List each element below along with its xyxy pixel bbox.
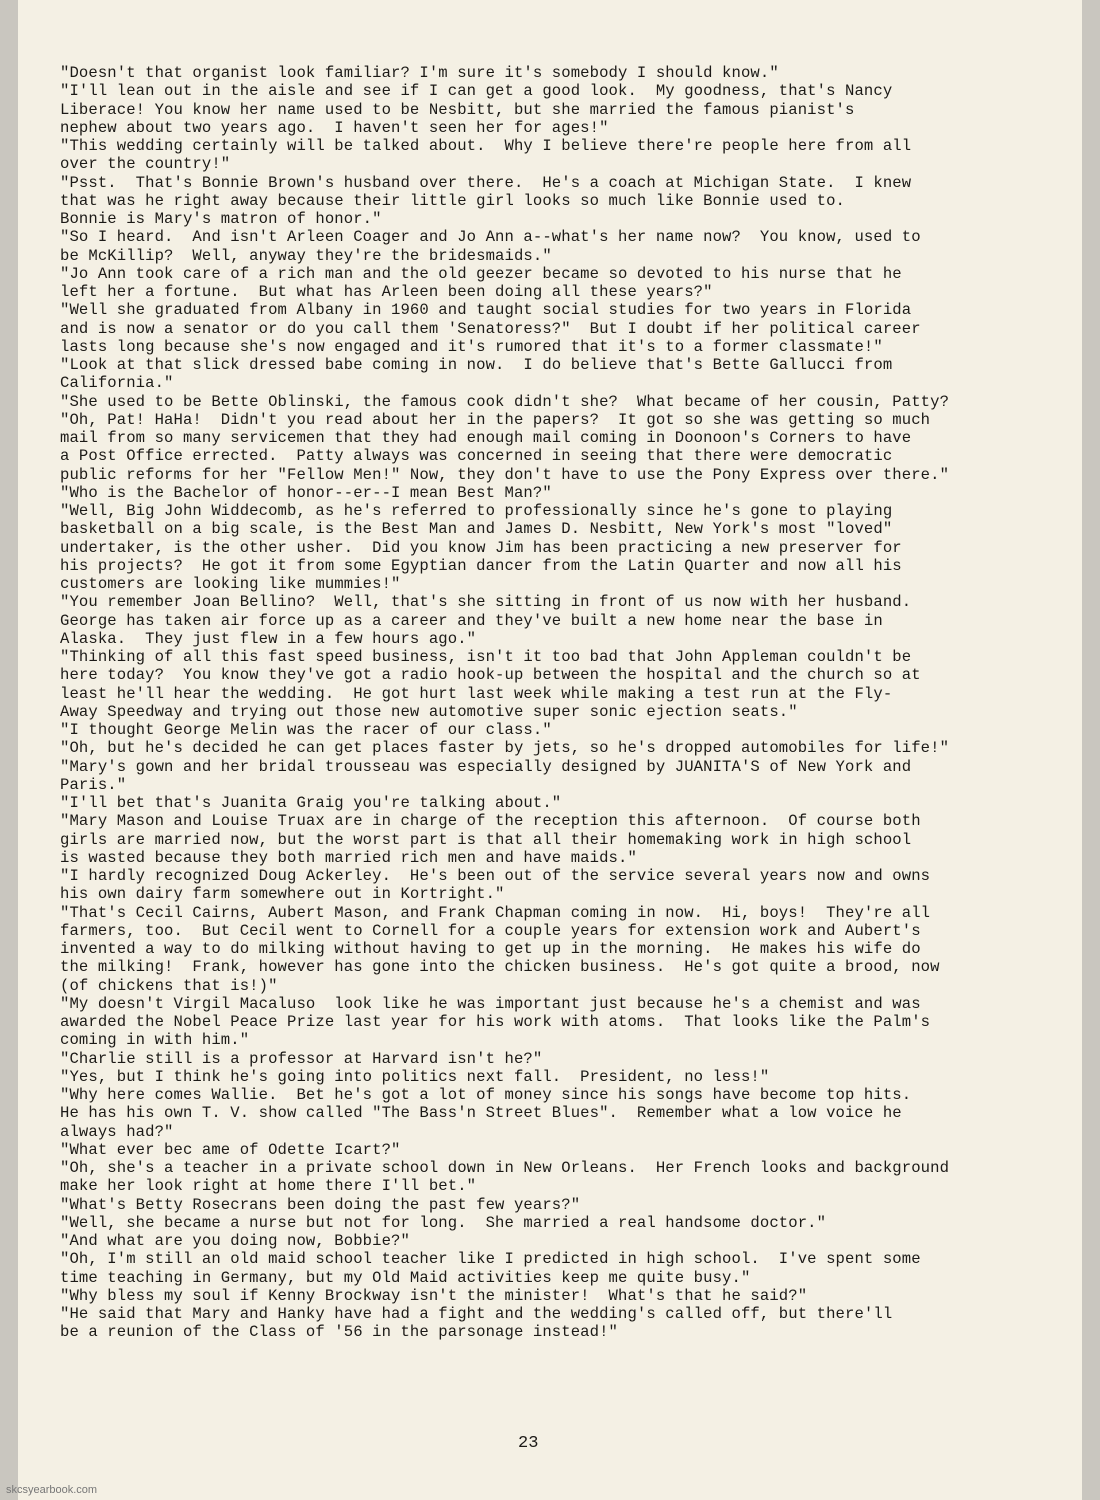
- text-line: (of chickens that is!)": [60, 976, 278, 995]
- text-line: "Oh, Pat! HaHa! Didn't you read about her in the papers? It got so she was getting so much: [60, 410, 931, 429]
- text-line: girls are married now, but the worst part is that all their homemaking work in high school: [60, 830, 912, 849]
- text-line: "Thinking of all this fast speed business, isn't it too bad that John Appleman couldn't be: [60, 648, 912, 666]
- text-line: over the country!": [60, 155, 231, 174]
- text-line: "Mary Mason and Louise Truax are in charge of the reception this afternoon. Of course both: [60, 812, 921, 831]
- text-line: Paris.": [60, 775, 127, 794]
- page-number: 23: [518, 1434, 539, 1453]
- text-line: and is now a senator or do you call them 'Senatoress?" But I doubt if her political career: [60, 319, 921, 338]
- text-line: "You remember Joan Bellino? Well, that's she sitting in front of us now with her husband.: [60, 593, 912, 612]
- text-line: "My doesn't Virgil Macaluso look like he was important just because he's a chemist and was: [60, 994, 921, 1013]
- text-line: "I hardly recognized Doug Ackerley. He's been out of the service several years now and owns: [60, 867, 931, 885]
- text-line: left her a fortune. But what has Arleen been doing all these years?": [60, 283, 713, 301]
- text-line: "Charlie still is a professor at Harvard isn't he?": [60, 1049, 543, 1068]
- yearbook-page: [18, 0, 1082, 1500]
- text-line: Bonnie is Mary's matron of honor.": [60, 210, 382, 228]
- text-line: least he'll hear the wedding. He got hurt last week while making a test run at the Fly-: [60, 684, 893, 703]
- text-line: Away Speedway and trying out those new automotive super sonic ejection seats.": [60, 702, 798, 721]
- text-line: "Yes, but I think he's going into politics next fall. President, no less!": [60, 1067, 770, 1086]
- text-line: invented a way to do milking without having to get up in the morning. He makes his wife do: [60, 940, 921, 958]
- text-line: "Doesn't that organist look familiar? I'm sure it's somebody I should know.": [60, 64, 779, 82]
- text-line: lasts long because she's now engaged and it's rumored that it's to a former classmate!": [60, 337, 883, 356]
- body-text: [60, 64, 1080, 1342]
- text-line: "He said that Mary and Hanky have had a fight and the wedding's called off, but there'll: [60, 1305, 893, 1323]
- text-line: coming in with him.": [60, 1031, 250, 1050]
- text-line: "What's Betty Rosecrans been doing the past few years?": [60, 1195, 581, 1214]
- text-line: basketball on a big scale, is the Best Man and James D. Nesbitt, New York's most "loved": [60, 520, 893, 539]
- text-line: "I'll lean out in the aisle and see if I can get a good look. My goodness, that's Nancy: [60, 82, 893, 101]
- text-line: "And what are you doing now, Bobbie?": [60, 1232, 410, 1250]
- text-line: "I thought George Melin was the racer of our class.": [60, 721, 552, 739]
- text-line: make her look right at home there I'll bet.": [60, 1177, 477, 1196]
- text-line: "Why bless my soul if Kenny Brockway isn't the minister! What's that he said?": [60, 1286, 808, 1305]
- text-line: public reforms for her "Fellow Men!" Now, they don't have to use the Pony Express over there.": [60, 465, 950, 484]
- text-line: mail from so many servicemen that they had enough mail coming in Doonoon's Corners to have: [60, 429, 912, 447]
- text-line: Liberace! You know her name used to be Nesbitt, but she married the famous pianist's: [60, 100, 855, 119]
- text-line: be a reunion of the Class of '56 in the parsonage instead!": [60, 1323, 619, 1342]
- text-line: is wasted because they both married rich men and have maids.": [60, 848, 637, 867]
- text-line: customers are looking like mummies!": [60, 575, 401, 593]
- text-line: "So I heard. And isn't Arleen Coager and Jo Ann a--what's her name now? You know, used to: [60, 228, 921, 247]
- text-line: a Post Office errected. Patty always was concerned in seeing that there were democratic: [60, 447, 893, 466]
- text-line: "Well, she became a nurse but not for long. She married a real handsome doctor.": [60, 1213, 827, 1232]
- site-watermark: skcsyearbook.com: [6, 1484, 98, 1496]
- text-line: his own dairy farm somewhere out in Kortright.": [60, 885, 505, 904]
- text-line: be McKillip? Well, anyway they're the bridesmaids.": [60, 246, 552, 265]
- text-line: "What ever bec ame of Odette Icart?": [60, 1140, 401, 1159]
- text-line: "Well she graduated from Albany in 1960 and taught social studies for two years in Florida: [60, 301, 912, 320]
- text-line: always had?": [60, 1122, 174, 1141]
- text-line: "Who is the Bachelor of honor--er--I mean Best Man?": [60, 483, 552, 502]
- text-line: "Oh, she's a teacher in a private school down in New Orleans. Her French looks and background: [60, 1159, 950, 1177]
- text-line: George has taken air force up as a career and they've built a new home near the base in: [60, 611, 883, 630]
- text-line: "That's Cecil Cairns, Aubert Mason, and Frank Chapman coming in now. Hi, boys! They're all: [60, 903, 931, 922]
- text-line: nephew about two years ago. I haven't seen her for ages!": [60, 118, 609, 137]
- text-line: "I'll bet that's Juanita Graig you're talking about.": [60, 794, 562, 812]
- text-line: "Mary's gown and her bridal trousseau was especially designed by JUANITA'S of New York and: [60, 757, 912, 776]
- text-line: the milking! Frank, however has gone into the chicken business. He's got quite a brood, now: [60, 958, 940, 977]
- text-line: "Oh, but he's decided he can get places faster by jets, so he's dropped automobiles for life!": [60, 739, 950, 758]
- text-line: that was he right away because their little girl looks so much like Bonnie used to.: [60, 191, 845, 210]
- text-line: "Well, Big John Widdecomb, as he's referred to professionally since he's gone to playing: [60, 502, 893, 520]
- text-line: "This wedding certainly will be talked about. Why I believe there're people here from all: [60, 137, 912, 155]
- text-line: California.": [60, 374, 174, 393]
- text-line: time teaching in Germany, but my Old Maid activities keep me quite busy.": [60, 1268, 751, 1287]
- text-line: Alaska. They just flew in a few hours ago.": [60, 629, 477, 648]
- text-line: farmers, too. But Cecil went to Cornell for a couple years for extension work and Aubert's: [60, 921, 921, 940]
- text-line: "Jo Ann took care of a rich man and the old geezer became so devoted to his nurse that he: [60, 264, 902, 283]
- text-line: "Why here comes Wallie. Bet he's got a lot of money since his songs have become top hits.: [60, 1086, 912, 1104]
- text-line: "Oh, I'm still an old maid school teacher like I predicted in high school. I've spent some: [60, 1250, 921, 1269]
- text-line: "She used to be Bette Oblinski, the famous cook didn't she? What became of her cousin, Patty?: [60, 392, 950, 411]
- text-line: "Psst. That's Bonnie Brown's husband over there. He's a coach at Michigan State. I knew: [60, 173, 912, 192]
- text-line: "Look at that slick dressed babe coming in now. I do believe that's Bette Gallucci from: [60, 356, 893, 374]
- text-line: undertaker, is the other usher. Did you know Jim has been practicing a new preserver for: [60, 538, 902, 557]
- text-line: here today? You know they've got a radio hook-up between the hospital and the church so at: [60, 666, 921, 685]
- text-line: his projects? He got it from some Egyptian dancer from the Latin Quarter and now all his: [60, 556, 902, 575]
- text-line: He has his own T. V. show called "The Bass'n Street Blues". Remember what a low voice he: [60, 1104, 902, 1123]
- text-line: awarded the Nobel Peace Prize last year for his work with atoms. That looks like the Palm's: [60, 1013, 931, 1031]
